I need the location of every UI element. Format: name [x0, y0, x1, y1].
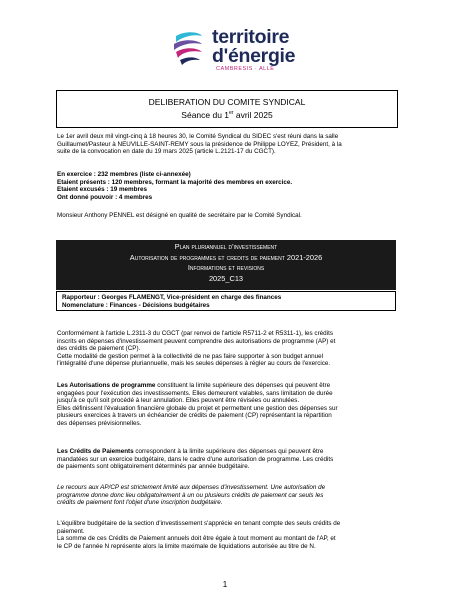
- body-line: l'intégralité d'une dépense pluriannuelle, mais les seules dépenses à régler au cours de l'exercice.: [57, 360, 331, 368]
- body-line: de paiements sont obligatoirement déterminés par année budgétaire.: [57, 463, 250, 471]
- attendance-line: En exercice : 232 membres (liste ci-annexée): [57, 171, 191, 178]
- plan-line2: Autorisation de programmes et credits de paiement 2021-2026: [129, 252, 323, 262]
- body-line: crédits de paiement font l'objet d'une inscription budgétaire.: [57, 499, 223, 507]
- nomenclature-line: Nomenclature : Finances - Décisions budgétaires: [62, 301, 210, 309]
- logo: [172, 22, 296, 80]
- body-line: des crédits de paiement (CP).: [57, 345, 141, 353]
- attendance-line: Etaient présents : 120 membres, formant la majorité des membres en exercice.: [57, 178, 293, 186]
- seance-date: [57, 110, 397, 120]
- body-line: plusieurs exercices à travers un échéancier de crédits de paiement (CP) représentant la répartition: [57, 412, 332, 420]
- body-paragraph-4: [57, 484, 395, 507]
- plan-title-box: [56, 240, 396, 290]
- intro-line: suite de la convocation en date du 19 mars 2025 (article L.2121-17 du CGCT).: [57, 148, 276, 156]
- plan-line1: Plan pluriannuel d'investissement: [174, 242, 278, 251]
- plan-reference: 2025_C13: [208, 273, 244, 283]
- body-line: Cette modalité de gestion permet à la collectivité de ne pas faire supporter à son budget annuel: [57, 352, 324, 360]
- seance-sup: er: [229, 110, 234, 117]
- body-line: [57, 448, 395, 456]
- attendance-line: Etaient excusés : 19 membres: [57, 186, 147, 194]
- body-paragraph-1: [57, 330, 395, 368]
- plan-line3: Informations et revisions: [187, 263, 265, 273]
- intro-line: Le 1er avril deux mil vingt-cinq à 18 heures 30, le Comité Syndical du SIDEC s'est réuni dans la salle: [57, 133, 339, 140]
- logo-subtitle: CAMBRESIS · ALLE: [216, 66, 275, 72]
- body-line: des dépenses prévisionnelles.: [57, 419, 142, 427]
- body-line: mandatées sur un exercice budgétaire, dans le cadre d'une autorisation de programme. Les crédits: [57, 455, 334, 463]
- body-paragraph-2: [57, 382, 395, 428]
- body-line: [57, 382, 395, 390]
- body-paragraph-3: [57, 448, 395, 471]
- rapporteur-box: [56, 291, 396, 311]
- seance-prefix: Séance du 1: [181, 110, 230, 120]
- body-line: Conformément à l'article L.2311-3 du CGCT (par renvoi de l'article R5711-2 et R5311-1), les crédits: [57, 330, 333, 337]
- body-line-text: constituent la limite supérieure des dépenses qui peuvent être: [155, 382, 331, 389]
- body-line: paiement.: [57, 527, 85, 535]
- logo-wordmark: [212, 28, 295, 66]
- body-line: inscrits en dépenses d'investissement peuvent comprendre des autorisations de programme (AP) et: [57, 337, 336, 345]
- attendance-block: [57, 171, 395, 201]
- body-line: jusqu'à ce qu'il soit procédé à leur annulation. Elles peuvent être révisées ou annulées.: [57, 397, 300, 405]
- secretary-line: Monsieur Anthony PENNEL est désigné en qualité de secrétaire par le Comité Syndical.: [57, 212, 302, 219]
- cp-lead: Les Crédits de Paiements: [57, 448, 134, 455]
- logo-line1: territoire: [212, 26, 290, 48]
- body-paragraph-5: [57, 520, 395, 550]
- logo-swoosh-icon: [172, 30, 206, 66]
- seance-suffix: avril 2025: [233, 110, 273, 120]
- ap-lead: Les Autorisations de programme: [57, 382, 156, 389]
- body-line: le CP de l'année N représente alors la limite maximale de liquidations autorisée au titre de N.: [57, 542, 316, 550]
- attendance-line: Ont donné pouvoir : 4 membres: [57, 193, 153, 201]
- logo-line2: d'énergie: [212, 45, 296, 67]
- body-line: Le recours aux AP/CP est strictement limité aux dépenses d'investissement. Une autorisation de: [57, 484, 326, 491]
- deliberation-title: DELIBERATION DU COMITE SYNDICAL: [148, 97, 306, 107]
- body-line: programme donne donc lieu obligatoirement à un ou plusieurs crédits de paiement car seuls les: [57, 491, 324, 499]
- body-line: La somme de ces Crédits de Paiement annuels doit être égale à tout moment au montant de l'AP, et: [57, 535, 336, 543]
- rapporteur-line: Rapporteur : Georges FLAMENGT, Vice-président en charge des finances: [62, 294, 282, 301]
- body-line: Elles définissent l'évaluation financière globale du projet et permettent une gestion des dépenses sur: [57, 404, 338, 412]
- body-line: engagées pour l'exécution des investissements. Elles demeurent valables, sans limitation de durée: [57, 389, 333, 397]
- body-line-text: correspondent à la limite supérieure des dépenses qui peuvent être: [133, 448, 324, 455]
- body-line: L'équilibre budgétaire de la section d'investissement s'apprécie en tenant compte des seuls crédits de: [57, 520, 341, 527]
- deliberation-header: [56, 90, 398, 128]
- page-number: 1: [222, 580, 228, 589]
- intro-paragraph: [57, 133, 395, 156]
- intro-line: Guillaumet/Pasteur à NEUVILLE-SAINT-REMY sous la présidence de Philippe LOYEZ, Président, à la: [57, 140, 342, 148]
